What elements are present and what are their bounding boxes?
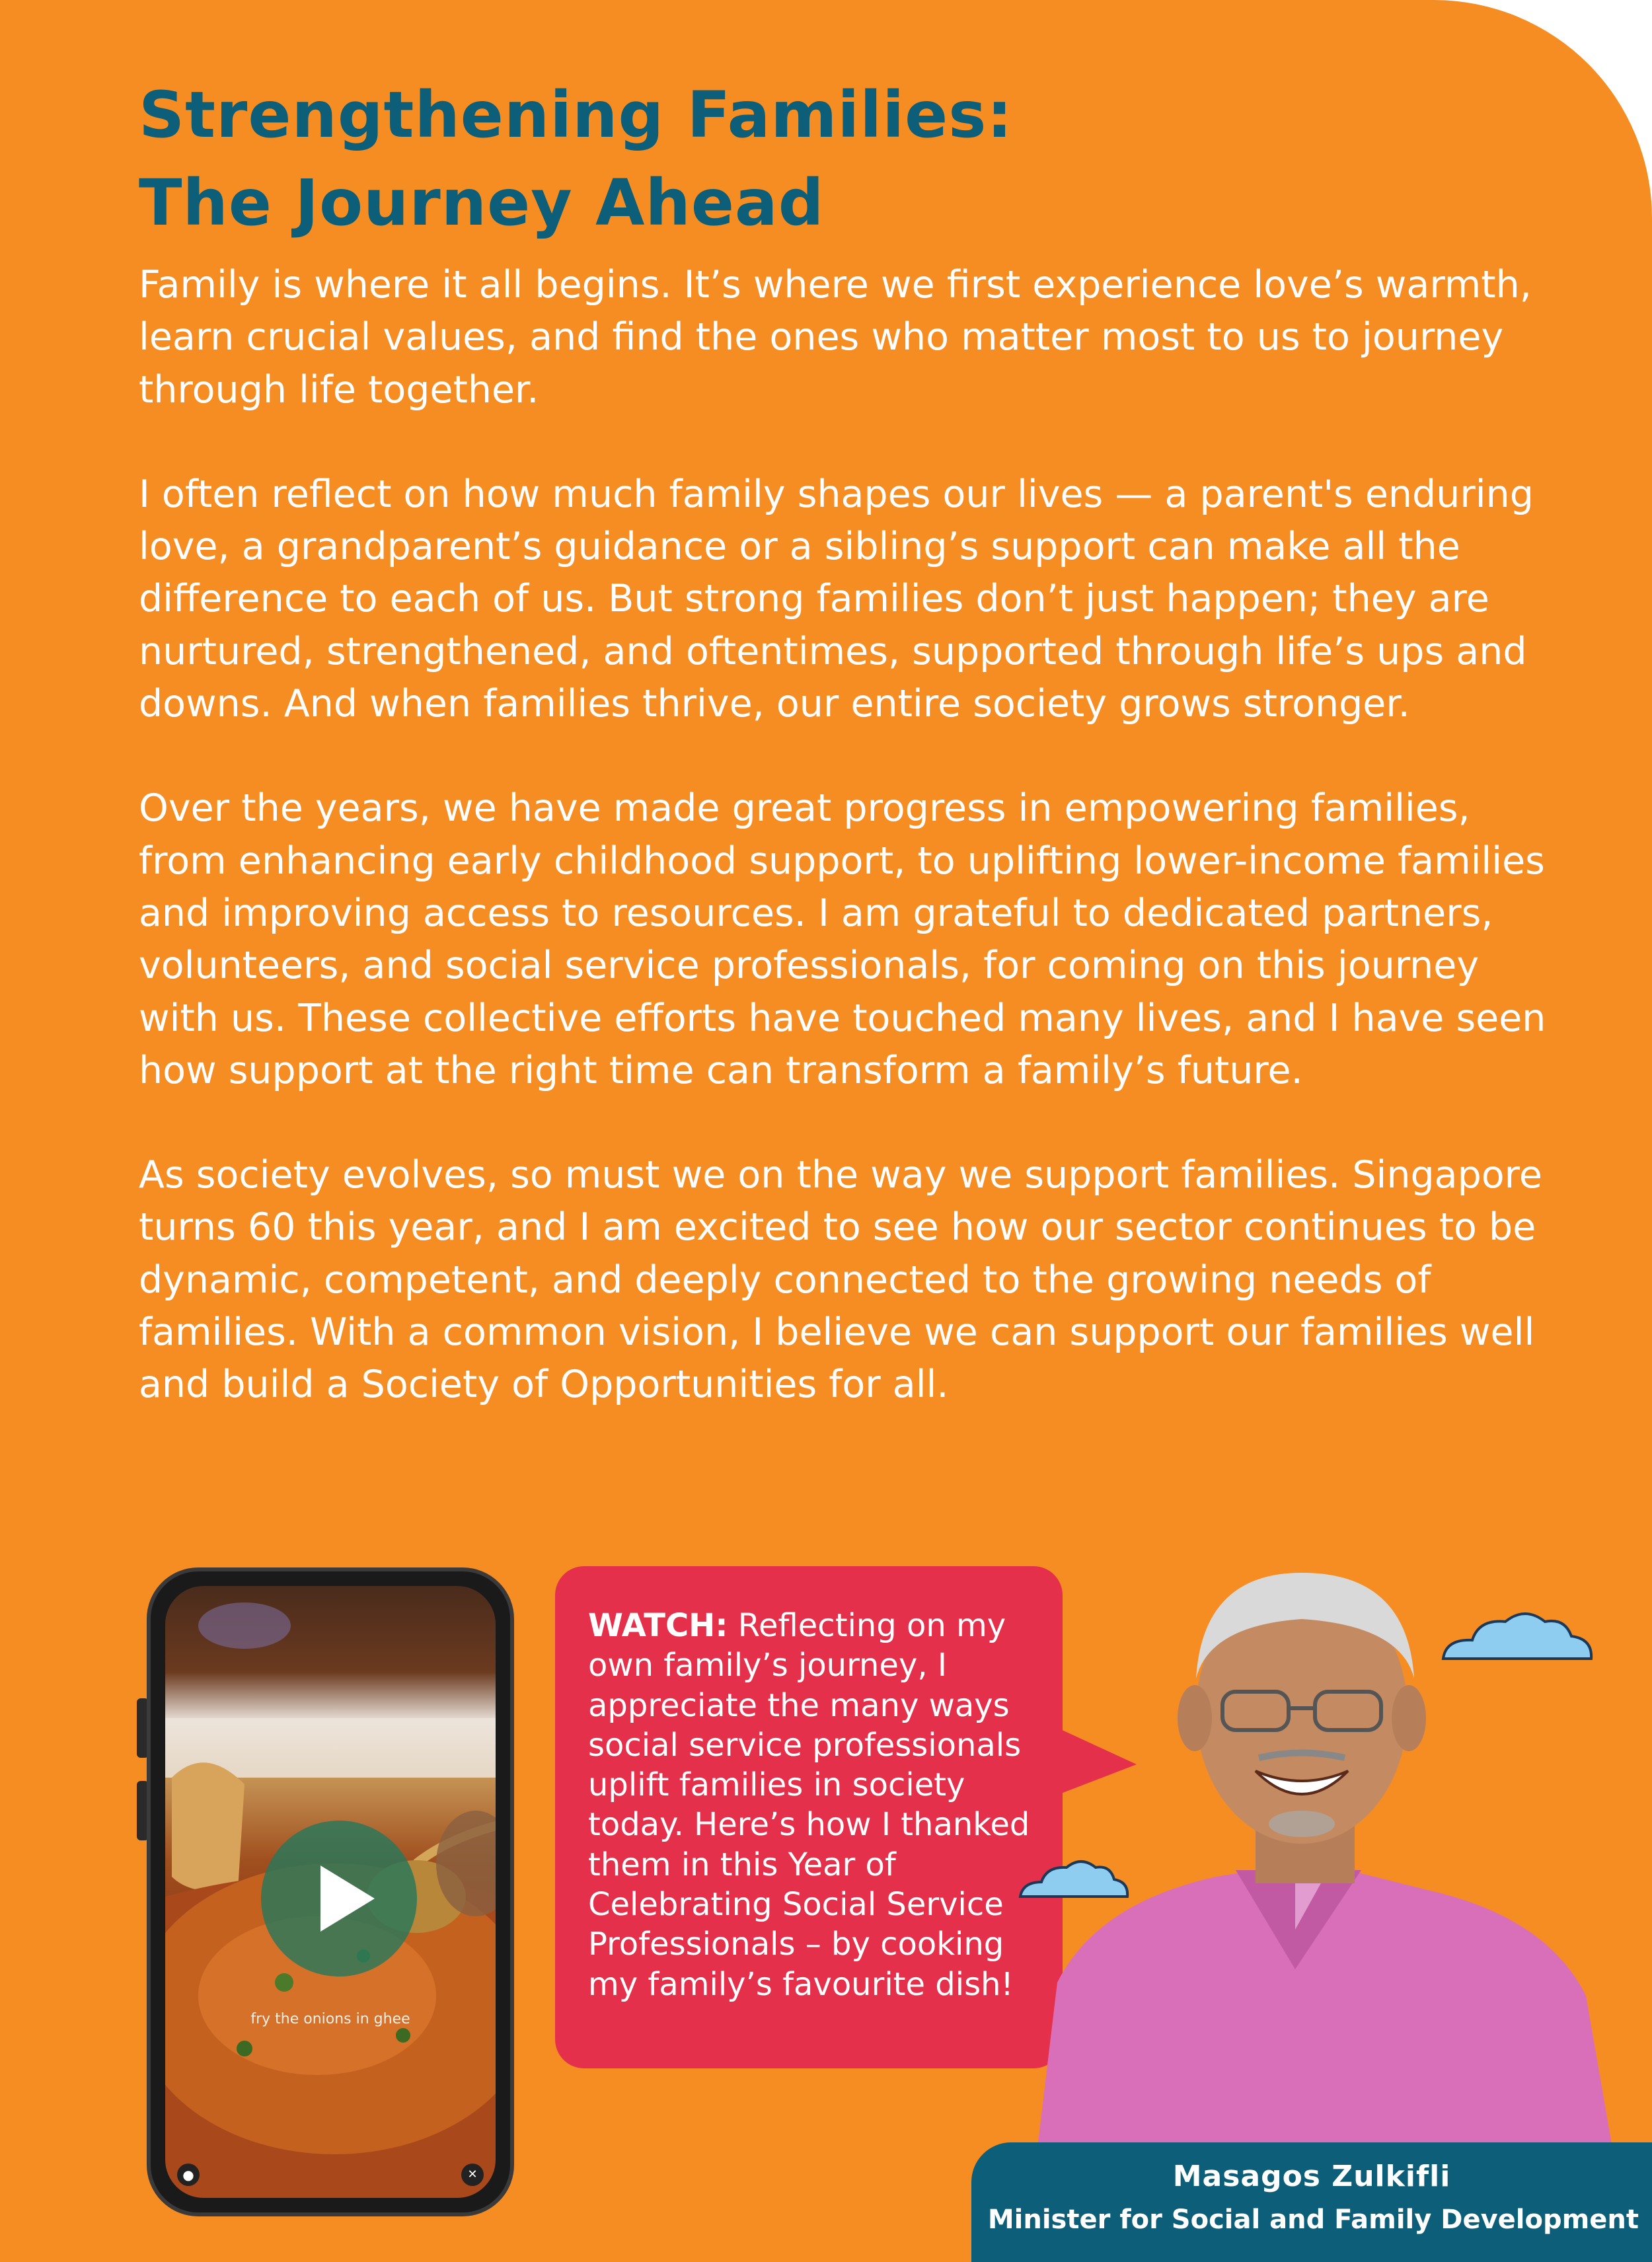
person-role: Minister for Social and Family Development [987, 2205, 1639, 2235]
video-caption: fry the onions in ghee [250, 2011, 410, 2027]
watch-callout [588, 1606, 1051, 2004]
play-button[interactable] [261, 1821, 417, 1977]
user-icon[interactable]: ● [177, 2164, 200, 2186]
paragraph-3: Over the years, we have made great progress in empowering families, from enhancing early childhood support, to uplifting lower-income families and improving access to resources. I am grateful to dedicated partners, volunteers, and social service professionals, for coming on this journey with us. These collective efforts have touched many lives, and I have seen how support at the right time can transform a family’s future. [139, 786, 1546, 1092]
person-name: Masagos Zulkifli [1172, 2160, 1451, 2193]
play-icon [320, 1866, 375, 1932]
paragraph-2: I often reflect on how much family shapes our lives — a parent's enduring love, a grandparent’s guidance or a sibling’s support can make all the difference to each of us. But strong families don’t just happen; they are nurtured, strengthened, and oftentimes, supported through life’s ups and downs. And when families thrive, our entire society grows stronger. [139, 472, 1534, 726]
video-thumbnail[interactable] [165, 1586, 496, 2198]
mute-icon[interactable]: ✕ [461, 2164, 484, 2186]
minister-portrait [1018, 1560, 1639, 2148]
video-phone-frame[interactable] [147, 1567, 514, 2216]
watch-text: Reflecting on my own family’s journey, I appreciate the many ways social service professionals uplift families in society today. Here’s how I thanked them in this Year of Celebrating Social Service Professionals – by cooking my family’s favourite dish! [588, 1607, 1030, 2003]
paragraph-1: Family is where it all begins. It’s where we first experience love’s warmth, learn crucial values, and find the ones who matter most to us to journey through life together. [139, 263, 1532, 412]
paragraph-4: As society evolves, so must we on the way we support families. Singapore turns 60 this year, and I am excited to see how our sector continues to be dynamic, competent, and deeply connected to the growing needs of families. With a common vision, I believe we can support our families well and build a Society of Opportunities for all. [139, 1153, 1542, 1407]
title-line-1: Strengthening Families: [139, 78, 1013, 152]
page-title [139, 71, 1526, 247]
title-line-2: The Journey Ahead [139, 166, 825, 240]
watch-label: WATCH: [588, 1607, 728, 1644]
article-body [139, 259, 1566, 1464]
